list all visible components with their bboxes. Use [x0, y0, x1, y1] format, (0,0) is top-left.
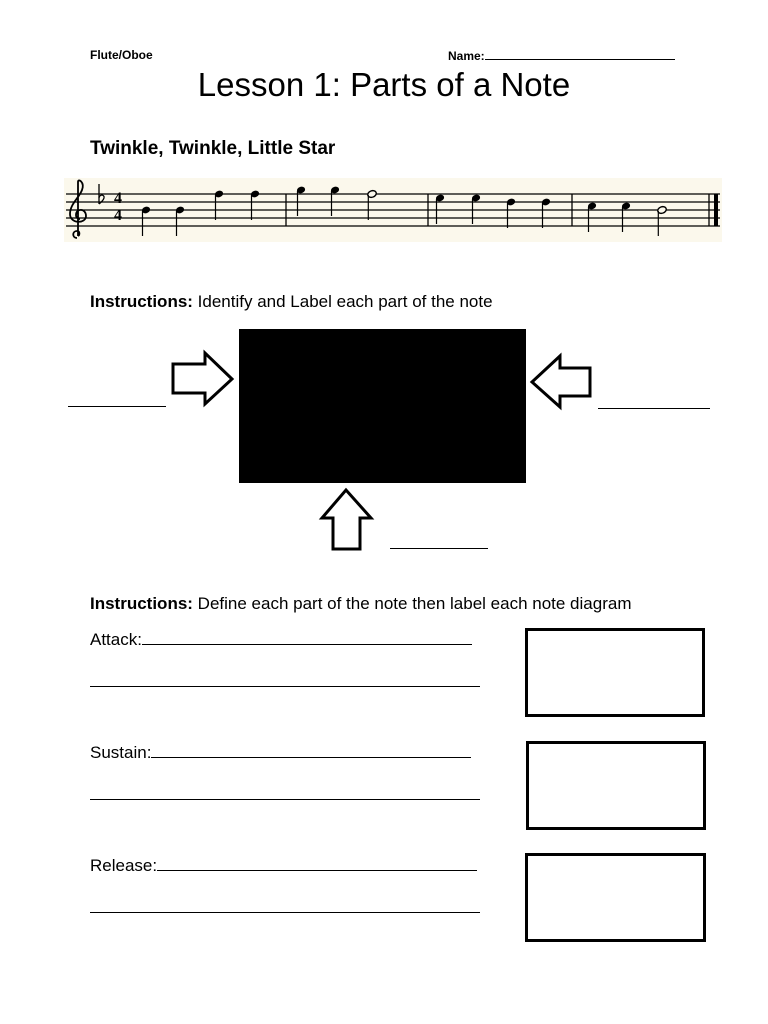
final-bar-line [714, 194, 718, 226]
sustain-diagram-box[interactable] [526, 741, 706, 830]
name-label: Name: [448, 49, 485, 63]
sustain-label: Sustain: [90, 743, 152, 762]
note-diagram-image [239, 329, 526, 483]
release-line-2[interactable] [90, 912, 480, 913]
time-signature-bottom: 4 [114, 207, 122, 224]
attack-definition-field[interactable] [90, 630, 472, 650]
sustain-definition-field[interactable] [90, 743, 471, 763]
attack-label: Attack: [90, 630, 142, 649]
sustain-line[interactable] [151, 743, 471, 758]
instructions-text: Define each part of the note then label each note diagram [192, 594, 632, 613]
up-arrow-icon [322, 490, 371, 549]
instructions-label: Instructions: [90, 292, 193, 311]
answer-line-right[interactable] [598, 408, 710, 409]
right-arrow-icon [173, 353, 232, 404]
answer-line-bottom[interactable] [390, 548, 488, 549]
release-definition-field[interactable] [90, 856, 477, 876]
release-diagram-box[interactable] [525, 853, 706, 942]
music-staff [64, 178, 722, 242]
release-label: Release: [90, 856, 158, 875]
song-title: Twinkle, Twinkle, Little Star [90, 138, 336, 159]
left-arrow-icon [532, 356, 590, 407]
time-signature-top: 4 [114, 190, 122, 207]
attack-line[interactable] [142, 630, 472, 645]
attack-line-2[interactable] [90, 686, 480, 687]
release-line[interactable] [157, 856, 477, 871]
page-title: Lesson 1: Parts of a Note [197, 66, 571, 103]
sustain-line-2[interactable] [90, 799, 480, 800]
name-field[interactable] [448, 48, 675, 63]
instrument-label: Flute/Oboe [90, 48, 153, 62]
attack-diagram-box[interactable] [525, 628, 705, 717]
instructions-identify [90, 292, 493, 312]
instructions-label: Instructions: [90, 594, 193, 613]
instructions-define [90, 594, 631, 614]
instructions-text: Identify and Label each part of the note [192, 292, 493, 311]
answer-line-left[interactable] [68, 406, 166, 407]
name-line[interactable] [485, 48, 675, 60]
